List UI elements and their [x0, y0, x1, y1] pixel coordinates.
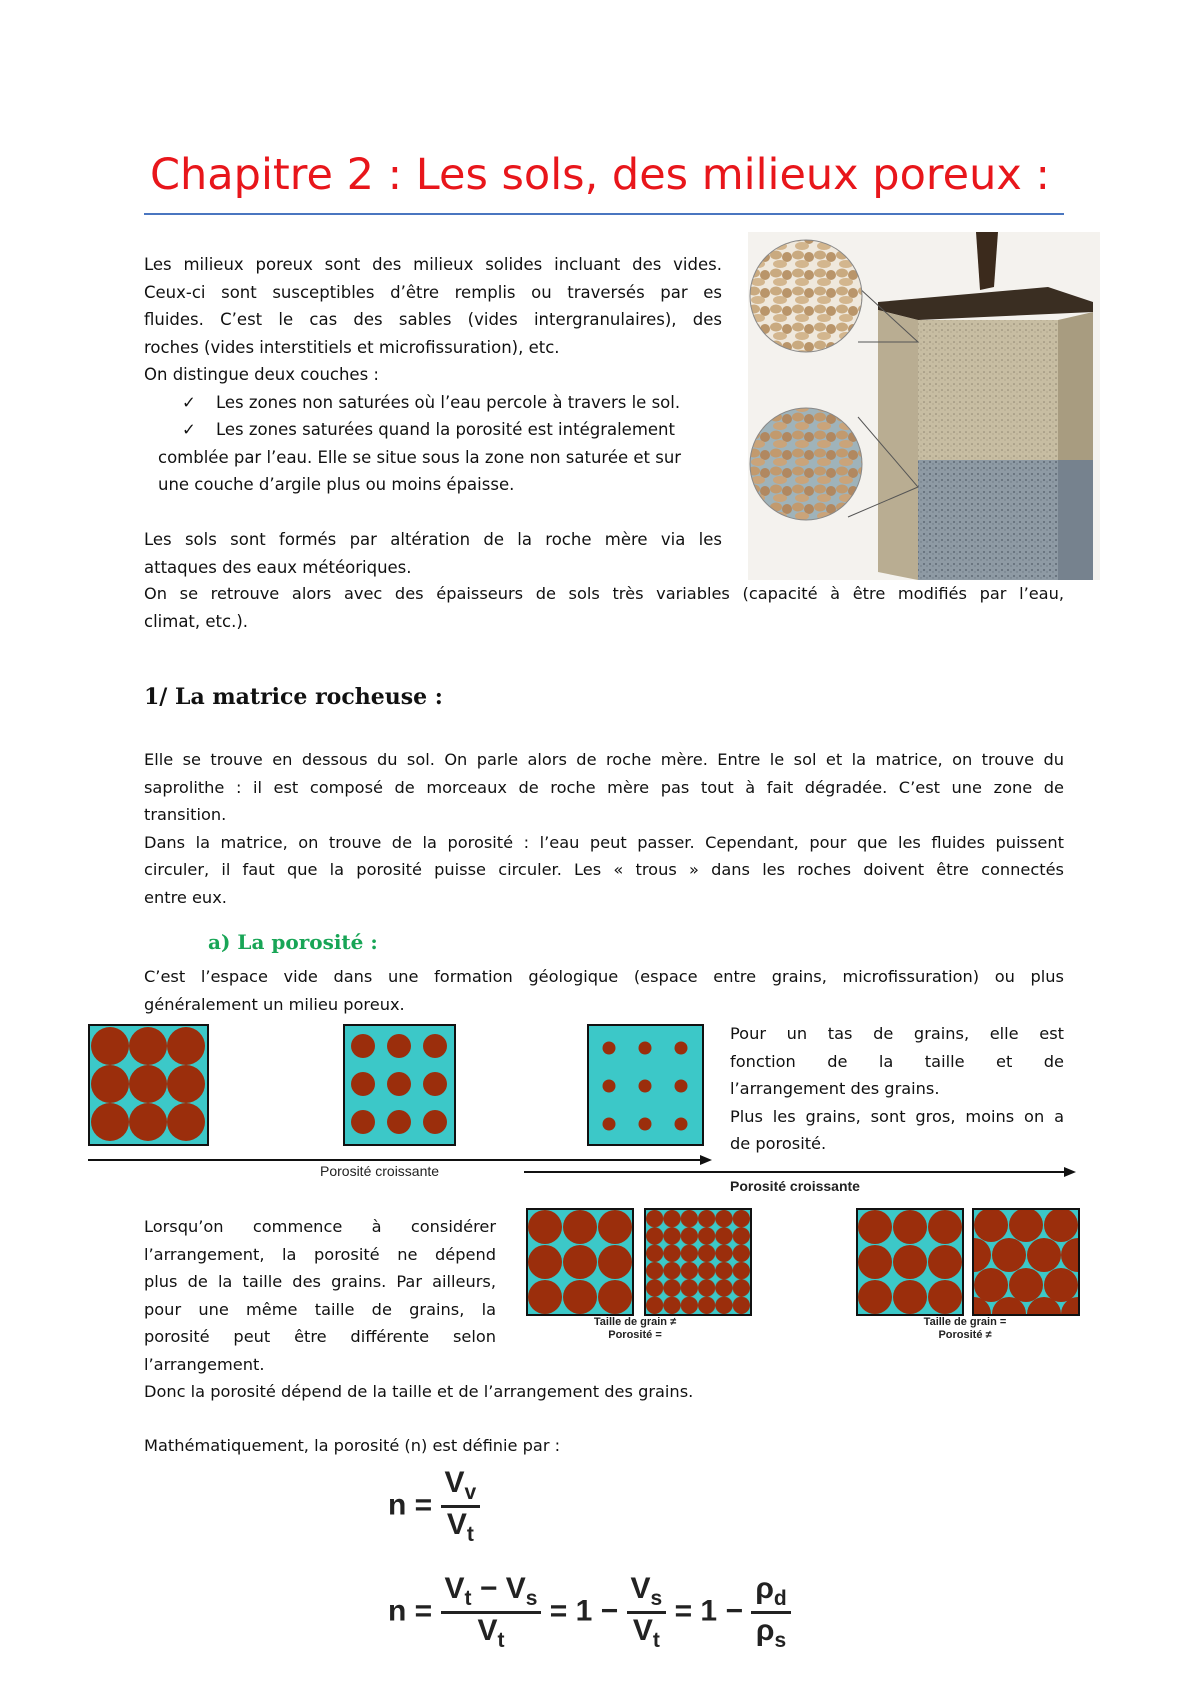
- epaisseur-line: On se retrouve alors avec des épaisseurs de sols très variables (capacité à être modifiés par l’eau,: [144, 584, 1064, 603]
- epaisseur-line: climat, etc.).: [144, 611, 249, 631]
- grain-square-large: [88, 1024, 209, 1146]
- section-heading-matrice: 1/ La matrice rocheuse :: [144, 684, 443, 710]
- hexagonal-packing-grains: [974, 1210, 1078, 1314]
- arrangement-line: l’arrangement, la porosité ne dépend: [144, 1244, 496, 1264]
- porosity-formula-1: n = $\frac{V_v}{V_t}$: [388, 1466, 480, 1547]
- grain-square-small: [587, 1024, 704, 1146]
- bullet-continuation: une couche d’argile plus ou moins épaisse.: [158, 475, 515, 494]
- explanation-line: de porosité.: [730, 1134, 827, 1153]
- subsection-heading-porosite: a) La porosité :: [208, 930, 378, 954]
- check-icon: ✓: [182, 420, 196, 439]
- caption-porosite-croissante-1: Porosité croissante: [320, 1163, 440, 1179]
- soil-cross-section-illustration: [748, 232, 1100, 580]
- check-icon: ✓: [182, 392, 196, 412]
- small-cubic-grains: [646, 1210, 750, 1314]
- medium-grains: [345, 1026, 454, 1144]
- alteration-line: attaques des eaux météoriques.: [144, 557, 412, 577]
- porosite-definition: [144, 963, 1064, 1018]
- matrice-line: circuler, il faut que la porosité puisse circuler. Les « trous » dans les roches doivent être connectés: [144, 860, 1064, 879]
- intro-line: fluides. C’est le cas des sables (vides intergranulaires), des: [144, 310, 722, 329]
- intro-line: roches (vides interstitiels et microfissuration), etc.: [144, 337, 560, 357]
- matrice-paragraph: [144, 746, 1064, 911]
- label-line: Porosité ≠: [938, 1329, 992, 1341]
- matrice-line: Dans la matrice, on trouve de la porosité : l’eau peut passer. Cependant, pour que les fluides puissent: [144, 832, 1064, 852]
- label-porosite-differente: [890, 1316, 1040, 1342]
- intro-line: Ceux-ci sont susceptibles d’être remplis ou traversés par es: [144, 282, 722, 302]
- title-underline: [144, 213, 1064, 215]
- label-taille-differente: [560, 1316, 710, 1342]
- bullet-non-saturees: [144, 389, 722, 417]
- arrangement-square-large-grains: [526, 1208, 634, 1316]
- cubic-packing-grains: [858, 1210, 962, 1314]
- large-grains: [90, 1026, 207, 1144]
- matrice-line: Elle se trouve en dessous du sol. On parle alors de roche mère. Entre le sol et la matrice, on trouve du: [144, 750, 1064, 769]
- intro-line: Les milieux poreux sont des milieux solides incluant des vides.: [144, 255, 722, 274]
- small-grains: [589, 1026, 702, 1144]
- large-cubic-grains: [528, 1210, 632, 1314]
- explanation-line: fonction de la taille et de: [730, 1051, 1064, 1071]
- explanation-line: l’arrangement des grains.: [730, 1079, 940, 1098]
- porosity-formula-2: n = $\frac{V_t - V_s}{V_t}$ = 1 − $\frac{V_s}{V_t}$ = 1 − $\frac{\rho_d}{\rho_s}$: [388, 1572, 791, 1653]
- definition-line: généralement un milieu poreux.: [144, 994, 405, 1014]
- alteration-line: Les sols sont formés par altération de la roche mère via les: [144, 530, 722, 549]
- caption-porosite-croissante-2: Porosité croissante: [730, 1178, 860, 1194]
- conclusion-text: Donc la porosité dépend de la taille et de l’arrangement des grains.: [144, 1382, 694, 1401]
- soil-illustration-svg: [748, 232, 1100, 580]
- intro-paragraph: [144, 251, 722, 581]
- couches-intro: On distingue deux couches :: [144, 365, 379, 384]
- matrice-line: saprolithe : il est composé de morceaux de roche mère pas tout à fait dégradée. C’est une zone de: [144, 777, 1064, 797]
- explanation-line: Pour un tas de grains, elle est: [730, 1024, 1064, 1043]
- arrangement-line: porosité peut être différente selon: [144, 1327, 496, 1346]
- arrangement-square-hexagonal: [972, 1208, 1080, 1316]
- arrangement-line: l’arrangement.: [144, 1354, 265, 1374]
- bullet-continuation: comblée par l’eau. Elle se situe sous la zone non saturée et sur: [158, 447, 682, 467]
- arrangement-line: pour une même taille de grains, la: [144, 1299, 496, 1319]
- bullet-text: Les zones saturées quand la porosité est intégralement: [216, 420, 675, 439]
- matrice-line: entre eux.: [144, 887, 227, 907]
- bullet-text: Les zones non saturées où l’eau percole à travers le sol.: [216, 392, 681, 412]
- matrice-line: transition.: [144, 805, 227, 824]
- label-line: Porosité =: [608, 1329, 662, 1341]
- grain-size-explanation: [730, 1020, 1064, 1158]
- page-title: Chapitre 2 : Les sols, des milieux poreux :: [150, 150, 1050, 200]
- arrangement-explanation: [144, 1213, 496, 1378]
- arrangement-square-small-grains: [644, 1208, 752, 1316]
- explanation-line: Plus les grains, sont gros, moins on a: [730, 1106, 1064, 1126]
- definition-line: C’est l’espace vide dans une formation géologique (espace entre grains, microfissuration) ou plus: [144, 967, 1064, 986]
- arrangement-line: Lorsqu’on commence à considérer: [144, 1217, 496, 1236]
- arrangement-line: plus de la taille des grains. Par ailleurs,: [144, 1272, 496, 1291]
- epaisseur-paragraph: [144, 580, 1064, 635]
- label-line: Taille de grain ≠: [593, 1316, 677, 1328]
- label-line: Taille de grain =: [923, 1316, 1007, 1328]
- arrangement-square-cubic: [856, 1208, 964, 1316]
- math-intro-text: Mathématiquement, la porosité (n) est définie par :: [144, 1436, 561, 1455]
- bullet-saturees: [144, 416, 722, 444]
- grain-square-medium: [343, 1024, 456, 1146]
